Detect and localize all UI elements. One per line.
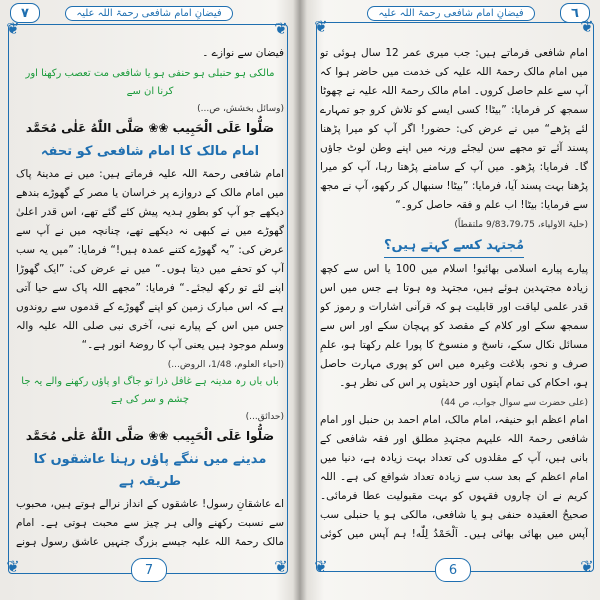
left-paragraph-1: امام شافعی رحمۃ اللہ علیہ فرماتے ہیں: میں نے مدینۂ پاک میں امام مالک کے دروازے پر خراسان یا مصر کے گھوڑے بندھے دیکھے جو آپ کو بطورِ ہدیہ پیش کئے گئے تھے، اس قدر اعلیٰ گھوڑے میں نے کبھی نہ دیکھے تھے، چنانچہ میں نے آپ سے عرض کی: ”یہ گھوڑے کتنے عمدہ ہیں!“ فرمایا: ”میں یہ سب آپ کو تحفے میں دیتا ہوں۔“ میں نے عرض کی: ”ایک گھوڑا اپنے لئے تو رکھ لیجئے۔“ فرمایا: ”مجھے اللہ پاک سے حیا آتی ہے کہ اس مبارک زمین کو اپنے گھوڑے کے قدموں سے روندوں جس میں اس کے پیارے نبی، آخری نبی صلی اللہ علیہ والہ وسلم موجود ہیں یعنی آپ کا روضۂ انور ہے۔“ [16, 168, 284, 351]
left-source-1: (وسائل بخشش، ص...) [197, 104, 284, 114]
right-source-1: (حلیۃ الاولیاء، 9/83،79،75 ملتقطاً) [454, 220, 588, 230]
left-header-title: فیضانِ امام شافعی رحمۃ اللہ علیہ [65, 6, 232, 21]
right-bottom-left-ornament-icon: ❦ [314, 557, 328, 576]
right-paragraph-1: امام شافعی فرماتے ہیں: جب میری عمر 12 سال ہوئی تو میں امام مالک رحمۃ اللہ علیہ کی خدمت میں حاضر ہوا کہ آپ سے علم حاصل کروں۔ امام مالک رحمۃ اللہ علیہ نے چھوٹا سمجھ کر فرمایا: ”بیٹا! کسی ایسے کو تلاش کرو جو تمہارے لئے پڑھے“ میں نے عرض کی: حضور! اگر آپ کو میرا پڑھنا پسند آئے تو مجھے سن لیجئے ورنہ میں اپنے وطن لوٹ جاؤں گا۔ فرمایا: پڑھو۔ میں آپ کے سامنے پڑھتا رہا، آپ کو میرا پڑھنا بہت پسند آیا، فرمایا: ”بیٹا! سنبھال کر رکھو، آپ نے مجھ سے فرمایا: بیٹا! اب علم و فقہ حاصل کرو۔“ [320, 47, 588, 211]
right-top-right-ornament-icon: ❦ [580, 17, 594, 36]
left-verse-1: مالکی ہو حنبلی ہو حنفی ہو یا شافعی مت تعصب رکھنا اور کرنا ان سے [25, 68, 275, 97]
left-heading-2: مدینے میں ننگے پاؤں رہنا عاشقوں کا طریقہ ہے [33, 452, 267, 489]
right-source-2: (علی حضرت سے سوال جواب، ص 44) [440, 398, 588, 408]
left-page-header [0, 0, 296, 26]
left-paragraph-2: اے عاشقانِ رسول! عاشقوں کے انداز نرالے ہوتے ہیں، محبوب سے نسبت رکھنے والی ہر چیز سے محبت ہوتی ہے۔ امام مالک رحمۃ اللہ علیہ جیسے بزرگ جنہیں عاشقِ رسول ہونے [16, 498, 284, 548]
right-footer-page-number: 6 [435, 558, 471, 582]
left-salawat-1: صَلُّوا عَلَى الْحَبِيب ❀❀ صَلَّى اللّٰهُ عَلٰى مُحَمَّد [25, 121, 275, 135]
left-top-left-ornament-icon: ❦ [6, 19, 20, 38]
right-heading-1 [320, 235, 588, 258]
left-verse-2: باں باں رہ مدینہ ہے غافل ذرا تو جاگ او پاؤں رکھنے والے یہ جا چشم و سر کی ہے [21, 376, 279, 405]
left-source-2: (احیاء العلوم، 1/48، الروض...) [167, 360, 284, 370]
left-source-3: (حدائق...) [245, 412, 284, 422]
left-page-body [16, 44, 284, 548]
right-paragraph-3: امام اعظم ابو حنیفہ، امام مالک، امام احمد بن حنبل اور امام شافعی رحمۃ اللہ علیہم مجتہدِ مطلق اور فقہ شافعی کے بانی ہیں، آپ کے مقلدوں کی تعداد بہت زیادہ ہے، دنیا میں امام اعظم کے بعد سب سے زیادہ تعداد شوافع کی ہے۔ اللہ کریم نے ان چاروں فقہوں کو بہت مقبولیت عطا فرمائی۔ صحیحُ العقیدہ حنفی ہو یا شافعی، مالکی ہو یا حنبلی سب آپس میں بھائی بھائی ہیں۔ اَلْحَمْدُ لِلّٰه! ہم آپس میں کوئی [320, 414, 588, 540]
left-bottom-left-ornament-icon: ❦ [6, 557, 20, 576]
left-bottom-right-ornament-icon: ❦ [274, 557, 288, 576]
left-page [0, 0, 296, 600]
left-line-1: فیضان سے نوازے ۔ [202, 47, 284, 59]
right-top-left-ornament-icon: ❦ [314, 17, 328, 36]
right-header-title: فیضانِ امام شافعی رحمۃ اللہ علیہ [367, 6, 534, 21]
right-paragraph-2: پیارے پیارے اسلامی بھائیو! اسلام میں 100 یا اس سے کچھ زیادہ مجتہدین ہوئے ہیں، مجتہد وہ ہوتا ہے جس میں اس قدر علمی لیاقت اور قابلیت ہو کہ قرآنی اشارات و رموز کو سمجھ سکے اور کلام کے مقصد کو پہچان سکے اور اس سے مسائل نکال سکے، ناسخ و منسوخ کا پورا علم رکھتا ہو، علمِ صرف و نحو، بلاغت وغیرہ میں اس کو پوری مہارت حاصل ہو، احکام کی تمام آیتوں اور حدیثوں پر اس کی نظر ہو۔ [320, 263, 588, 389]
left-heading-1: امام مالک کا امام شافعی کو تحفہ [40, 144, 260, 159]
right-page [304, 0, 600, 600]
right-heading-1-text: مُجتہد کسے کہتے ہیں؟ [384, 235, 524, 258]
left-top-right-ornament-icon: ❦ [274, 19, 288, 38]
right-header-page-number: ٦ [560, 3, 590, 23]
left-salawat-2: صَلُّوا عَلَى الْحَبِيب ❀❀ صَلَّى اللّٰهُ عَلٰى مُحَمَّد [25, 429, 275, 443]
left-header-page-number: ۷ [10, 3, 40, 23]
right-page-body [320, 44, 588, 548]
left-footer-page-number: 7 [131, 558, 167, 582]
right-bottom-right-ornament-icon: ❦ [580, 557, 594, 576]
